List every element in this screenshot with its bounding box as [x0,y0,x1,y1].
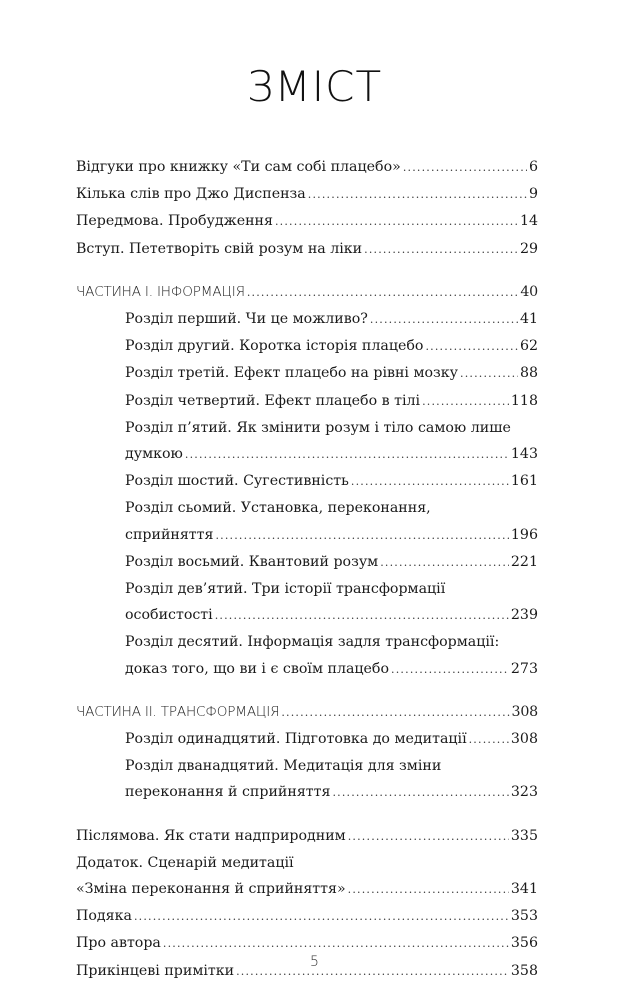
toc-entry-page: 353 [510,908,538,925]
toc-entry-page: 143 [510,446,538,463]
dot-leader [403,155,527,181]
toc-entry-title: Передмова. Пробудження [76,213,273,230]
toc-part-entry[interactable] [76,279,538,306]
toc-entry[interactable] [76,236,538,263]
toc-entry-title: Розділ третій. Ефект плацебо на рівні мозку [125,365,458,382]
toc-entry-line [76,903,538,930]
toc-chapter-entry[interactable] [125,495,538,548]
toc-entry-page: 356 [510,935,538,952]
toc-entry-page: 196 [510,526,538,543]
toc-entry-title: Відгуки про книжку «Ти сам собі плацебо» [76,159,401,175]
dot-leader [425,334,517,360]
toc-entry-title-line: Розділ десятий. Інформація задля трансформації: [125,634,500,651]
toc-entry-line [125,602,538,629]
dot-leader [364,237,518,263]
toc-entry-page: 341 [510,881,538,898]
toc-chapter-entry[interactable] [125,468,538,495]
toc-entry-page: 323 [510,784,538,801]
toc-entry-title-line: Розділ дванадцятий. Медитація для зміни [125,758,442,775]
toc-chapter-entry[interactable] [125,549,538,576]
toc-entry-title: «Зміна переконання й сприйняття» [76,881,346,898]
toc-entry[interactable] [76,903,538,930]
dot-leader [422,389,509,415]
toc-chapter-entry[interactable] [125,415,538,468]
dot-leader [281,700,509,726]
toc-entry-line [125,522,538,549]
toc-entry-title: Розділ шостий. Сугестивність [125,473,349,490]
toc-entry-title: Вступ. Пететворіть свій розум на ліки [76,240,363,257]
toc-entry-page: 161 [510,473,538,490]
toc-entry-page: 239 [510,607,538,624]
toc-entry-line [76,823,538,850]
dot-leader [348,877,509,903]
toc-entry-title: Прикінцеві примітки [76,962,235,979]
toc-entry[interactable] [76,154,538,181]
toc-entry-title-line: Розділ п’ятий. Як змінити розум і тіло самою лише [125,419,511,436]
toc-chapter-entry[interactable] [125,388,538,415]
toc-entry-title: сприйняття [125,526,214,543]
toc-entry-title: думкою [125,446,183,463]
toc-entry-title: Розділ четвертий. Ефект плацебо в тілі [125,392,421,409]
toc-chapter-entry[interactable] [125,333,538,360]
dot-leader [275,209,518,235]
toc-entry-page: 118 [510,392,538,409]
toc-entry-page: 308 [511,703,538,720]
toc-entry-page: 29 [519,240,538,257]
toc-entry-title-line: Додаток. Сценарій медитації [76,854,294,871]
toc-entry-page: 335 [510,827,538,844]
toc-entry-title: Післямова. Як стати надприродним [76,827,346,844]
toc-entry-line [125,726,538,753]
toc-chapter-entry[interactable] [125,629,538,682]
dot-leader [370,307,518,333]
page-number: 5 [310,954,319,970]
toc-entry-line [125,441,538,468]
toc-entry[interactable] [76,850,538,903]
toc-entry[interactable] [76,823,538,850]
toc-chapter-entry[interactable] [125,753,538,806]
toc-entry-line [125,549,538,576]
dot-leader [134,904,509,930]
toc-entry-title: особистості [125,607,213,624]
toc-entry-page: 221 [510,553,538,570]
toc-chapter-entry[interactable] [125,306,538,333]
dot-leader [332,780,508,806]
dot-leader [348,824,509,850]
dot-leader [391,657,509,683]
toc-entry[interactable] [76,181,538,208]
dot-leader [308,182,527,208]
toc-entry-page: 88 [519,365,538,382]
toc-entry-title: Розділ одинадцятий. Підготовка до медитації [125,731,467,748]
toc-entry-title: Подяка [76,908,132,925]
toc-entry-page: 62 [519,338,538,355]
toc-entry-line [125,360,538,387]
toc-entry-page: 358 [510,962,538,979]
toc-entry-line [125,306,538,333]
toc-entry[interactable] [76,208,538,235]
toc-chapter-entry[interactable] [125,726,538,753]
toc-entry-page: 273 [510,660,538,677]
dot-leader [247,280,519,306]
toc-chapter-entry[interactable] [125,360,538,387]
toc-entry-title: Про автора [76,935,161,952]
toc-entry-title: переконання й сприйняття [125,784,331,801]
dot-leader [469,727,509,753]
toc-entry-line [76,181,538,208]
toc-entry-title: доказ того, що ви і є своїм плацебо [125,660,390,677]
toc-entry-title-line: Розділ сьомий. Установка, переконання, [125,500,431,517]
dot-leader [185,442,509,468]
toc-entry-line [125,779,538,806]
toc-entry-line [76,876,538,903]
toc-entry-page: 9 [528,186,538,203]
toc-entry-page: 40 [520,283,538,300]
dot-leader [351,469,509,495]
toc-entry-line [125,468,538,495]
toc-entry-title: ЧАСТИНА І. ІНФОРМАЦІЯ [76,283,245,300]
toc-entry-line [76,699,538,726]
toc-entry-line [125,656,538,683]
page-title: ЗМІСТ [246,62,383,111]
toc-entry-page: 14 [519,213,538,230]
table-of-contents [76,154,538,985]
toc-entry-line [125,333,538,360]
dot-leader [460,361,518,387]
toc-entry-line [76,154,538,181]
toc-entry-title-line: Розділ дев’ятий. Три історії трансформації [125,581,446,598]
toc-entry-title: Кілька слів про Джо Диспенза [76,186,306,203]
dot-leader [215,603,509,629]
dot-leader [380,550,509,576]
dot-leader [215,523,508,549]
toc-entry-page: 6 [528,159,538,175]
toc-entry-title: ЧАСТИНА ІІ. ТРАНСФОРМАЦІЯ [76,703,280,720]
toc-entry-line [76,236,538,263]
toc-entry-line [76,208,538,235]
toc-entry-page: 308 [510,731,538,748]
toc-entry-line [76,279,538,306]
toc-entry-title: Розділ другий. Коротка історія плацебо [125,338,424,355]
toc-entry-line [125,388,538,415]
toc-entry-page: 41 [519,311,538,328]
toc-entry-title: Розділ перший. Чи це можливо? [125,311,368,328]
toc-entry-title: Розділ восьмий. Квантовий розум [125,553,379,570]
toc-part-entry[interactable] [76,699,538,726]
toc-chapter-entry[interactable] [125,576,538,629]
